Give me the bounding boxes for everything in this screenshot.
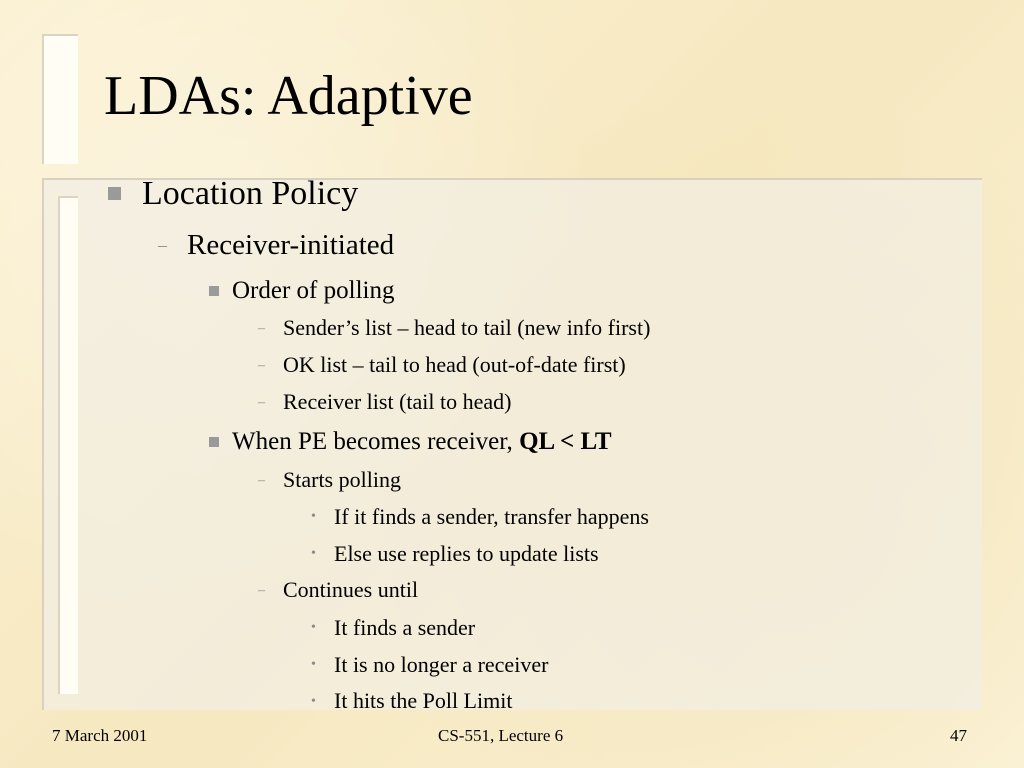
bullet-location-policy: Location Policy — [142, 175, 359, 212]
bullet-use-replies: Else use replies to update lists — [334, 541, 599, 566]
bullet-finds-sender-transfer: If it finds a sender, transfer happens — [334, 504, 649, 529]
dot-bullet-icon: • — [311, 620, 316, 635]
footer-page-number: 47 — [950, 726, 967, 745]
bullet-order-of-polling: Order of polling — [232, 277, 395, 304]
dash-bullet-icon: – — [258, 395, 265, 410]
bullet-no-longer-receiver: It is no longer a receiver — [334, 652, 549, 677]
dot-bullet-icon: • — [311, 546, 316, 561]
footer-course: CS-551, Lecture 6 — [438, 726, 564, 745]
dot-bullet-icon: • — [311, 694, 316, 709]
square-bullet-icon — [209, 286, 219, 296]
slide-title: LDAs: Adaptive — [104, 65, 473, 127]
dash-bullet-icon: – — [258, 583, 265, 598]
dot-bullet-icon: • — [311, 657, 316, 672]
bullet-senders-list: Sender’s list – head to tail (new info first) — [283, 315, 651, 340]
footer-date: 7 March 2001 — [52, 726, 148, 745]
dash-bullet-icon: – — [258, 473, 265, 488]
bullet-it-finds-sender: It finds a sender — [334, 615, 476, 640]
decorative-bar-left — [58, 196, 78, 694]
square-bullet-icon — [108, 187, 121, 200]
dot-bullet-icon: • — [311, 509, 316, 524]
bullet-continues-until: Continues until — [283, 577, 419, 602]
bullet-ok-list: OK list – tail to head (out-of-date first) — [283, 352, 626, 377]
dash-bullet-icon: – — [158, 235, 167, 255]
bullet-when-pe-becomes-receiver — [232, 429, 612, 454]
decorative-bar-top — [42, 34, 78, 164]
bullet-starts-polling: Starts polling — [283, 467, 401, 492]
square-bullet-icon — [209, 437, 219, 447]
dash-bullet-icon: – — [258, 358, 265, 373]
bullet-receiver-initiated: Receiver-initiated — [187, 229, 395, 261]
bullet-receiver-list: Receiver list (tail to head) — [283, 389, 512, 414]
bullet-text: When PE becomes receiver, — [232, 428, 520, 455]
bullet-bold-condition: QL < LT — [519, 428, 612, 455]
dash-bullet-icon: – — [258, 321, 265, 336]
bullet-hits-poll-limit: It hits the Poll Limit — [334, 688, 513, 713]
